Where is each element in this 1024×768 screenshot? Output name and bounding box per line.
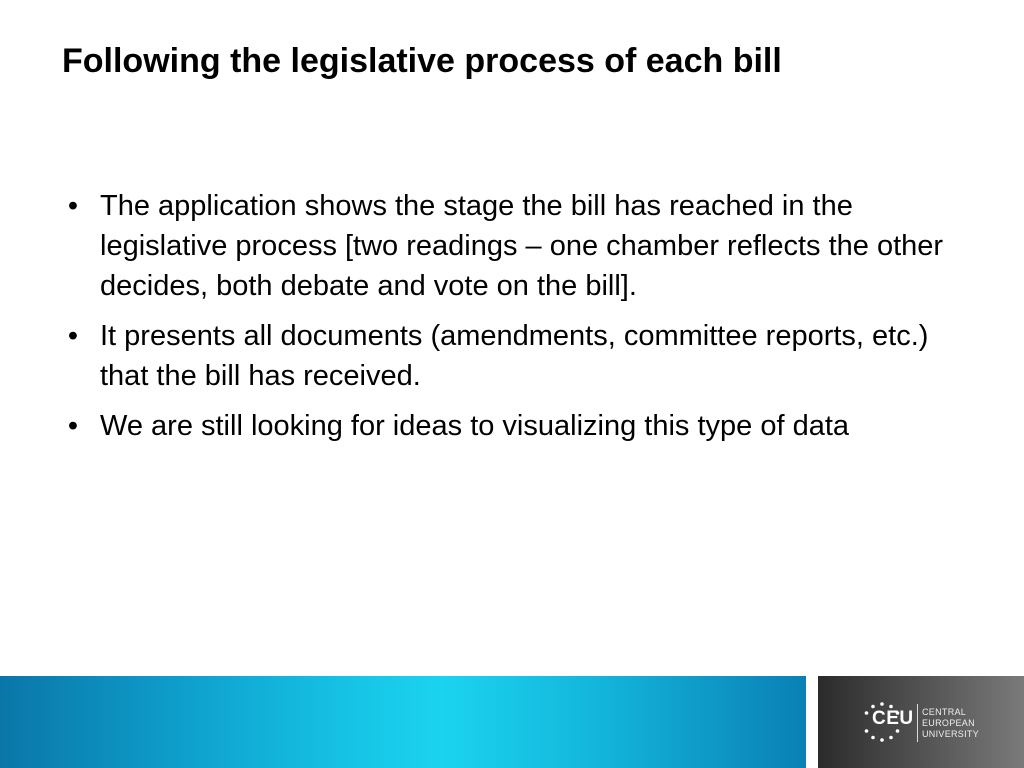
logo-divider (917, 704, 918, 742)
bullet-text: It presents all documents (amendments, committee reports, etc.) that the bill has received. (100, 320, 929, 392)
logo-name-line: EUROPEAN (922, 718, 975, 728)
logo-abbreviation: CEU (872, 708, 914, 729)
bullet-item (58, 316, 958, 396)
footer-gradient-band (0, 676, 806, 768)
slide-title: Following the legislative process of each bill (62, 42, 782, 80)
bullet-icon: • (67, 190, 79, 222)
footer (0, 676, 1024, 768)
bullet-item (58, 406, 958, 446)
bullet-list (58, 186, 958, 456)
logo-name-line: CENTRAL (922, 707, 967, 717)
ceu-logo-panel (818, 676, 1024, 768)
logo-name-line: UNIVERSITY (922, 729, 980, 739)
bullet-text: We are still looking for ideas to visualizing this type of data (100, 410, 850, 442)
footer-divider (806, 676, 818, 768)
logo-university-name (922, 707, 979, 740)
bullet-icon: • (67, 410, 79, 442)
bullet-item (58, 186, 958, 306)
bullet-text: The application shows the stage the bill has reached in the legislative process [two readings – one chamber reflects the other decides, both debate and vote on the bill]. (100, 190, 944, 302)
bullet-icon: • (67, 320, 79, 352)
